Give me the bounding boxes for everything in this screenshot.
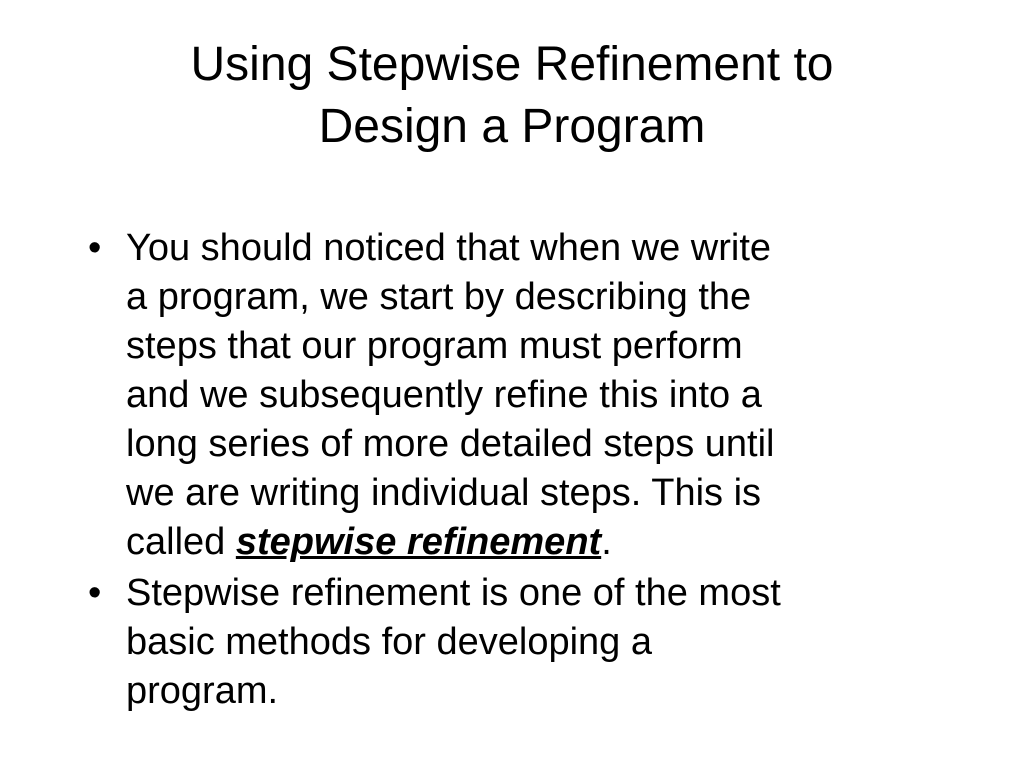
bullet-list — [88, 224, 938, 718]
bullet-1-line-6: we are writing individual steps. This is — [126, 472, 762, 514]
bullet-marker: • — [88, 572, 102, 614]
bullet-1-prefix: called — [126, 521, 236, 563]
bullet-1-suffix: . — [601, 521, 612, 563]
bullet-1-line-4: and we subsequently refine this into a — [126, 374, 762, 416]
slide-title — [60, 34, 964, 158]
bullet-item-1 — [88, 224, 938, 567]
title-line-1: Using Stepwise Refinement to — [190, 38, 834, 91]
bullet-1-line-2: a program, we start by describing the — [126, 276, 752, 318]
bullet-marker: • — [88, 227, 102, 269]
bullet-1-line-3: steps that our program must perform — [126, 325, 743, 367]
title-line-2: Design a Program — [318, 100, 706, 153]
bullet-2-line-1: Stepwise refinement is one of the most — [126, 572, 781, 614]
bullet-1-line-1: You should noticed that when we write — [126, 227, 772, 269]
bullet-2-line-3: program. — [126, 670, 279, 712]
bullet-item-2 — [88, 569, 938, 716]
bullet-1-line-5: long series of more detailed steps until — [126, 423, 775, 465]
bullet-2-line-2: basic methods for developing a — [126, 621, 652, 663]
key-term: stepwise refinement — [235, 521, 602, 563]
bullet-1-line-7 — [126, 518, 938, 567]
